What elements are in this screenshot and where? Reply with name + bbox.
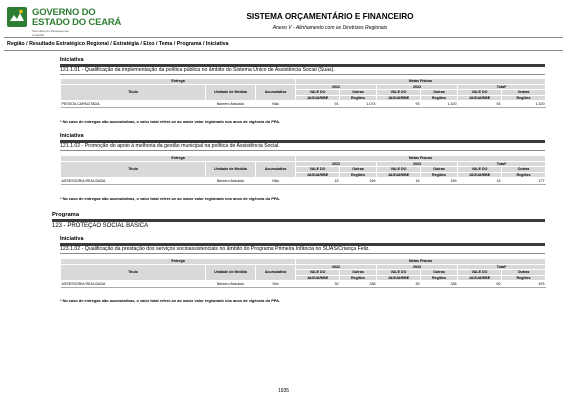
header-vale-line2: JAGUARIBE <box>306 275 329 280</box>
header-outras-line1: Outras <box>517 270 530 274</box>
section-divider <box>60 150 545 151</box>
header-outras-line2: Regiões <box>351 275 366 280</box>
header-acumulativa: Acumulativa <box>256 161 296 178</box>
iniciativa-label: Iniciativa <box>60 133 84 139</box>
header-vale-line2: JAGUARIBE <box>387 95 410 100</box>
cell-vale-2023: 93 <box>377 101 421 108</box>
header-outras-line1: Outras <box>433 270 445 274</box>
logo-text-line3: Secretaria do Planejamento <box>32 29 70 33</box>
header-entrega: Entrega <box>61 79 296 85</box>
cell-outras-2022: 338 <box>340 281 377 288</box>
header-metas: Metas Físicas <box>296 156 546 162</box>
header-outras-line1: Outras <box>433 167 445 171</box>
cell-vale-2022: 30 <box>296 281 340 288</box>
table-row <box>61 101 546 108</box>
cell-outras-2023: 1.100 <box>421 101 458 108</box>
header-vale-line2: JAGUARIBE <box>468 275 491 280</box>
iniciativa-description: 123.1.02 - Qualificação da prestação dos serviços socioassistenciais no âmbito do Programa Primeira Infância no SUAS/Criança Feliz. <box>60 246 370 252</box>
header-acumulativa: Acumulativa <box>256 84 296 101</box>
header-vale-line1: VALE DO <box>390 167 407 171</box>
header-divider <box>4 37 563 38</box>
metas-table <box>60 258 546 288</box>
metas-table <box>60 78 546 108</box>
iniciativa-label: Iniciativa <box>60 57 84 63</box>
header-unidade: Unidade de Medida <box>206 84 256 101</box>
header-titulo: Título <box>61 161 206 178</box>
header-vale-line1: VALE DO <box>390 90 407 94</box>
section-divider <box>60 253 545 254</box>
header-outras-line2: Regiões <box>516 172 531 177</box>
header-outras-line1: Outras <box>517 90 530 94</box>
header-titulo: Título <box>61 84 206 101</box>
cell-outras-2022: 1.074 <box>340 101 377 108</box>
cell-vale-total: 93 <box>458 101 502 108</box>
header-vale-line1: VALE DO <box>471 167 488 171</box>
document-title: SISTEMA ORÇAMENTÁRIO E FINANCEIRO <box>246 12 414 21</box>
header-entrega: Entrega <box>61 156 296 162</box>
header-titulo: Título <box>61 264 206 281</box>
cell-vale-2023: 15 <box>377 178 421 185</box>
cell-outras-total: 676 <box>502 281 546 288</box>
header-metas: Metas Físicas <box>296 259 546 265</box>
header-vale-line1: VALE DO <box>309 270 326 274</box>
header-outras-line2: Regiões <box>432 172 447 177</box>
header-metas: Metas Físicas <box>296 79 546 85</box>
cell-unidade: Número Absoluto <box>206 281 256 288</box>
programa-description: 123 - PROTEÇÃO SOCIAL BÁSICA <box>52 223 149 229</box>
footnote: * No caso de entregas não acumulativas, o valor total refere-se ao maior valor registrado nos anos de vigência do PPA. <box>60 196 281 201</box>
cell-titulo: ASSESSORIA REALIZADA <box>61 281 206 288</box>
iniciativa-description: 121.1.02 - Promoção do apoio à melhoria da gestão municipal na política de Assistência Social. <box>60 143 280 149</box>
cell-outras-2023: 169 <box>421 178 458 185</box>
header-year-2023: 2023 <box>377 264 458 270</box>
header-outras-line2: Regiões <box>351 95 366 100</box>
cell-titulo: PESSOA CAPACITADA <box>61 101 206 108</box>
logo-text-line1: GOVERNO DO <box>32 7 96 18</box>
table-row <box>61 178 546 185</box>
metas-table <box>60 155 546 185</box>
header-vale-line2: JAGUARIBE <box>468 95 491 100</box>
header-outras-line1: Outras <box>352 167 364 171</box>
cell-unidade: Número Absoluto <box>206 178 256 185</box>
logo-text-line4: e Gestão <box>32 33 45 37</box>
header-vale-line2: JAGUARIBE <box>306 95 329 100</box>
cell-unidade: Número Absoluto <box>206 101 256 108</box>
header-vale-line2: JAGUARIBE <box>468 172 491 177</box>
breadcrumb: Região / Resultado Estratégico Regional / Estratégia / Eixo / Tema / Programa / Iniciativa <box>7 41 229 47</box>
page-number: 1935 <box>277 388 290 394</box>
footnote: * No caso de entregas não acumulativas, o valor total refere-se ao maior valor registrado nos anos de vigência do PPA. <box>60 298 281 303</box>
iniciativa-description: 121.1.01 - Qualificação da implementação da política pública no âmbito do Sistema Único de Assistência Social (Suas). <box>60 67 335 73</box>
header-outras-line2: Regiões <box>516 275 531 280</box>
cell-outras-2022: 169 <box>340 178 377 185</box>
cell-vale-2022: 91 <box>296 101 340 108</box>
header-vale-line1: VALE DO <box>390 270 407 274</box>
header-year-2022: 2022 <box>296 264 377 270</box>
header-total: Total* <box>458 84 546 90</box>
cell-titulo: ASSESSORIA REALIZADA <box>61 178 206 185</box>
header-vale-line2: JAGUARIBE <box>387 172 410 177</box>
header-total: Total* <box>458 264 546 270</box>
header-entrega: Entrega <box>61 259 296 265</box>
state-seal-icon <box>6 6 28 28</box>
header-vale-line1: VALE DO <box>309 90 326 94</box>
logo-text-line2: ESTADO DO CEARÁ <box>32 17 122 28</box>
header-vale-line1: VALE DO <box>471 90 488 94</box>
table-row <box>61 281 546 288</box>
iniciativa-label: Iniciativa <box>60 236 84 242</box>
cell-acumulativa: Não <box>256 101 296 108</box>
header-vale-line1: VALE DO <box>471 270 488 274</box>
cell-vale-total: 15 <box>458 178 502 185</box>
cell-vale-2023: 30 <box>377 281 421 288</box>
header-acumulativa: Acumulativa <box>256 264 296 281</box>
cell-outras-total: 1.100 <box>502 101 546 108</box>
header-year-2023: 2023 <box>377 161 458 167</box>
logo <box>6 6 122 37</box>
cell-outras-2023: 338 <box>421 281 458 288</box>
breadcrumb-divider <box>4 50 563 51</box>
section-bar <box>52 219 545 222</box>
header-total: Total* <box>458 161 546 167</box>
document-subtitle: Anexo V - Alinhamento com as Diretrizes Regionais <box>272 25 388 31</box>
header-vale-line2: JAGUARIBE <box>306 172 329 177</box>
header-outras-line2: Regiões <box>516 95 531 100</box>
header-outras-line2: Regiões <box>351 172 366 177</box>
header-vale-line1: VALE DO <box>309 167 326 171</box>
header-year-2023: 2023 <box>377 84 458 90</box>
header-year-2022: 2022 <box>296 84 377 90</box>
section-divider <box>60 74 545 75</box>
header-outras-line1: Outras <box>433 90 445 94</box>
cell-vale-total: 60 <box>458 281 502 288</box>
header-outras-line2: Regiões <box>432 95 447 100</box>
header-vale-line2: JAGUARIBE <box>387 275 410 280</box>
programa-label: Programa <box>52 212 80 218</box>
cell-acumulativa: Sim <box>256 281 296 288</box>
header-unidade: Unidade de Medida <box>206 264 256 281</box>
header-outras-line1: Outras <box>352 90 364 94</box>
header-year-2022: 2022 <box>296 161 377 167</box>
cell-acumulativa: Não <box>256 178 296 185</box>
header-outras-line1: Outras <box>517 167 530 171</box>
footnote: * No caso de entregas não acumulativas, o valor total refere-se ao maior valor registrado nos anos de vigência do PPA. <box>60 119 281 124</box>
cell-outras-total: 177 <box>502 178 546 185</box>
cell-vale-2022: 15 <box>296 178 340 185</box>
header-outras-line2: Regiões <box>432 275 447 280</box>
header-unidade: Unidade de Medida <box>206 161 256 178</box>
header-outras-line1: Outras <box>352 270 364 274</box>
